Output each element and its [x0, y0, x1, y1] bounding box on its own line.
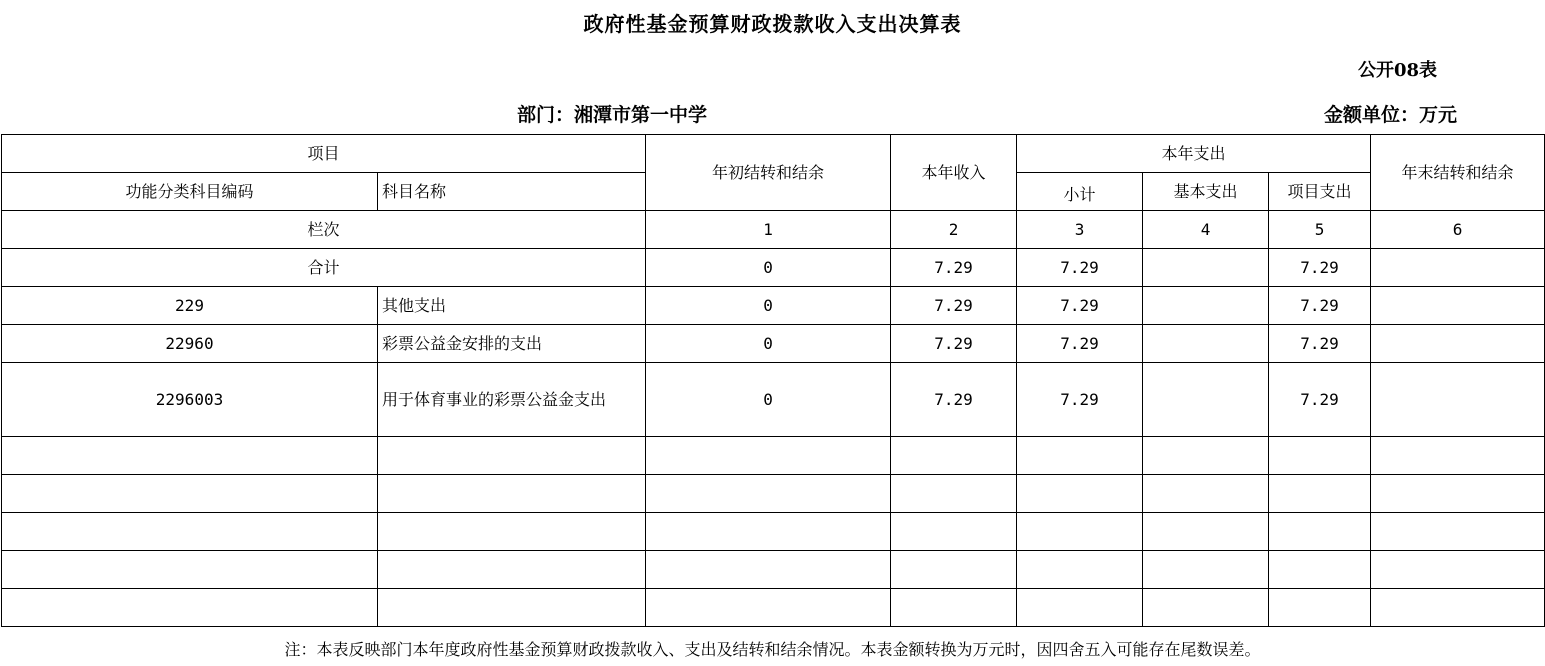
row-ending [1371, 287, 1545, 325]
column-index-label: 栏次 [2, 211, 646, 249]
row-beginning: 0 [646, 287, 891, 325]
empty-row [2, 475, 1545, 513]
empty-row [2, 437, 1545, 475]
column-index-4: 4 [1143, 211, 1269, 249]
total-subtotal: 7.29 [1017, 249, 1143, 287]
header-project-expenditure: 项目支出 [1269, 173, 1371, 211]
row-code: 229 [2, 287, 378, 325]
column-index-5: 5 [1269, 211, 1371, 249]
row-income: 7.29 [891, 287, 1017, 325]
table-row [2, 287, 1545, 325]
row-project: 7.29 [1269, 325, 1371, 363]
row-project: 7.29 [1269, 363, 1371, 437]
table-row [2, 363, 1545, 437]
table-row [2, 325, 1545, 363]
amount-unit-label: 金额单位：万元 [1324, 104, 1458, 126]
empty-row [2, 589, 1545, 627]
row-code: 22960 [2, 325, 378, 363]
total-beginning: 0 [646, 249, 891, 287]
header-current-expenditure: 本年支出 [1017, 135, 1371, 173]
row-basic [1143, 287, 1269, 325]
row-basic [1143, 325, 1269, 363]
header-basic-expenditure: 基本支出 [1143, 173, 1269, 211]
header-func-code: 功能分类科目编码 [2, 173, 378, 211]
row-income: 7.29 [891, 325, 1017, 363]
row-basic [1143, 363, 1269, 437]
row-income: 7.29 [891, 363, 1017, 437]
row-ending [1371, 325, 1545, 363]
row-ending [1371, 363, 1545, 437]
header-subject-name: 科目名称 [378, 173, 646, 211]
row-subtotal: 7.29 [1017, 325, 1143, 363]
budget-table [1, 134, 1545, 627]
empty-row [2, 551, 1545, 589]
row-subtotal: 7.29 [1017, 363, 1143, 437]
row-subject-name: 彩票公益金安排的支出 [378, 325, 646, 363]
form-number: 公开08表 [1358, 60, 1438, 81]
total-basic [1143, 249, 1269, 287]
column-index-row [2, 211, 1545, 249]
column-index-3: 3 [1017, 211, 1143, 249]
column-index-6: 6 [1371, 211, 1545, 249]
header-row-1 [2, 135, 1545, 173]
page-title: 政府性基金预算财政拨款收入支出决算表 [583, 12, 962, 36]
header-current-income: 本年收入 [891, 135, 1017, 211]
footnote: 注：本表反映部门本年度政府性基金预算财政拨款收入、支出及结转和结余情况。本表金额转换为万元时，因四舍五入可能存在尾数误差。 [284, 640, 1261, 659]
header-project: 项目 [2, 135, 646, 173]
header-subtotal: 小计 [1017, 173, 1143, 211]
column-index-1: 1 [646, 211, 891, 249]
department-label: 部门：湘潭市第一中学 [517, 104, 708, 126]
header-beginning-balance: 年初结转和结余 [646, 135, 891, 211]
row-beginning: 0 [646, 325, 891, 363]
row-subject-name: 用于体育事业的彩票公益金支出 [378, 363, 646, 437]
row-subtotal: 7.29 [1017, 287, 1143, 325]
row-project: 7.29 [1269, 287, 1371, 325]
header-ending-balance: 年末结转和结余 [1371, 135, 1545, 211]
total-income: 7.29 [891, 249, 1017, 287]
row-subject-name: 其他支出 [378, 287, 646, 325]
row-code: 2296003 [2, 363, 378, 437]
row-beginning: 0 [646, 363, 891, 437]
total-ending [1371, 249, 1545, 287]
column-index-2: 2 [891, 211, 1017, 249]
total-project: 7.29 [1269, 249, 1371, 287]
total-row [2, 249, 1545, 287]
total-label: 合计 [2, 249, 646, 287]
empty-row [2, 513, 1545, 551]
